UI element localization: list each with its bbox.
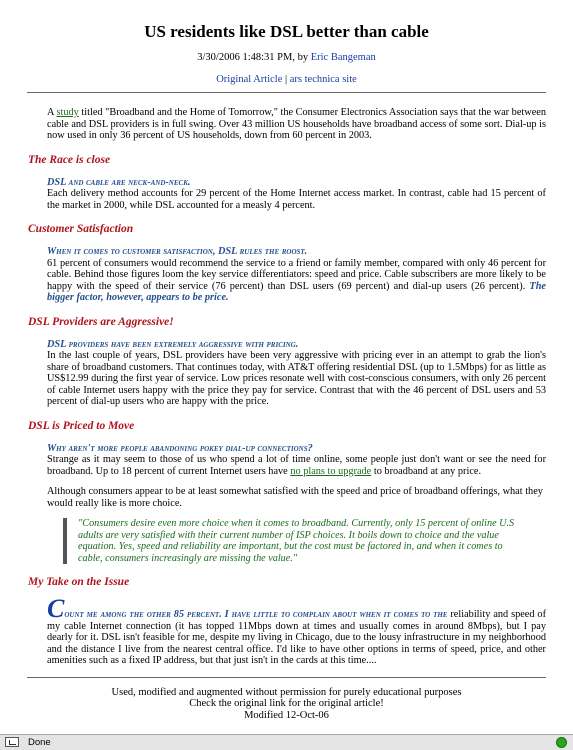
race-body: Each delivery method accounts for 29 percent of the Home Internet access market. In contrast, cable had 15 percent of the market in 2000, while DSL accounted for a measly 4 percent.: [47, 188, 546, 211]
satisfaction-tail: The bigger factor, however, appears to be price.: [47, 280, 546, 303]
page-footer: [0, 687, 573, 722]
section-satisfaction: [47, 246, 546, 304]
section-race: [47, 177, 546, 212]
section-take: [47, 594, 546, 667]
section-aggressive: [47, 339, 546, 408]
section-priced: [47, 443, 546, 478]
footer-line-3: Modified 12-Oct-06: [244, 709, 329, 721]
intro-text: titled "Broadband and the Home of Tomorrow," the Consumer Electronics Association says that the war between cable and DSL providers is in full swing. Over 43 million US households have broadband access of some sort. Dial-up is now used in only 36 percent of US households, down from 60 percent in 2003.: [47, 107, 546, 141]
footer-line-2: Check the original link for the original article!: [189, 698, 384, 709]
ars-technica-link[interactable]: ars technica site: [289, 74, 357, 85]
aggressive-body: In the last couple of years, DSL providers have been very aggressive with pricing ever in an attempt to grab the lion's share of broadband customers. That continues today, with AT&T offering residential DSL (up to 1.5Mbps) for as little as US$12.99 during the first year of service. Low prices resonate well with cost-conscious consumers, with only 26 percent of cable Internet users happy with the price they pay for service. Contrast that with the 46 percent of DSL users and 53 percent of dial-up users who are happy with the price.: [47, 350, 546, 407]
priced-paragraph-2: Although consumers appear to be at least somewhat satisfied with the speed and price of broadband offerings, what they would really like is more choice.: [47, 486, 543, 509]
priced-body-pre: Strange as it may seem to those of us who spend a lot of time online, some people just don't want or see the need for broadband. Up to 18 percent of current Internet users have: [47, 454, 546, 477]
secure-check-icon[interactable]: [556, 737, 567, 748]
section-heading-satisfaction: Customer Satisfaction: [28, 223, 134, 235]
author-link[interactable]: Eric Bangeman: [310, 52, 376, 63]
consumer-quote: "Consumers desire even more choice when it comes to broadband. Currently, only 15 percent of online U.S adults are very satisfied with their current number of ISP choices. It boils down to choice and the value equation. Yes, speed and reliability are important, but the cost must be factored in, and when it comes to cable, consumers increasingly are missing the value.": [63, 518, 526, 564]
race-lead: DSL and cable are neck-and-neck.: [47, 176, 191, 188]
no-plans-upgrade-link[interactable]: no plans to upgrade: [290, 465, 372, 477]
article-byline: [0, 51, 573, 64]
original-article-link[interactable]: Original Article: [216, 74, 283, 85]
section-heading-take: My Take on the Issue: [28, 576, 130, 588]
aggressive-lead: DSL providers have been extremely aggressive with pricing.: [47, 338, 299, 350]
section-heading-priced: DSL is Priced to Move: [28, 419, 135, 432]
browser-status-bar: [0, 734, 573, 750]
footer-divider: [27, 677, 546, 678]
link-separator: |: [282, 74, 290, 85]
priced-lead: Why aren't more people abandoning pokey dial-up connections?: [47, 442, 313, 454]
satisfaction-lead: When it comes to customer satisfaction, DSL rules the roost.: [47, 246, 308, 257]
article-date: 3/30/2006 1:48:31 PM, by: [197, 52, 311, 63]
take-lead: ount me among the other 85 percent. I have little to complain about when it comes to the: [64, 609, 448, 620]
study-link[interactable]: study: [56, 107, 79, 118]
priced-body-post: to broadband at any price.: [371, 465, 482, 477]
satisfaction-body: 61 percent of consumers would recommend the service to a friend or family member, compared with only 46 percent for cable. Behind those figures loom the key service differentiators: speed and price. Cable subscribers are more likely to be happy with the speed of their service (76 percent) than DSL users (69 percent) and dial-up users (26 percent).: [47, 257, 546, 292]
take-body: reliability and speed of my cable Internet connection (it has topped 11Mbps down at times and usually comes in around 8Mbps), but I pay dearly for it. DSL isn't feasible for me, despite my living in Chicago, due to the lousy infrastructure in my neighborhood and the distance I live from the nearest central office. I'd like to have other options in terms of speed, price, and other amenities such as a fixed IP address, but that just isn't in the cards at this time....: [47, 609, 546, 666]
status-text: Done: [28, 737, 51, 748]
intro-pre: A: [47, 107, 57, 118]
section-heading-aggressive: DSL Providers are Aggressive!: [28, 315, 174, 328]
header-divider: [27, 92, 546, 93]
footer-line-1: Used, modified and augmented without permission for purely educational purposes: [111, 686, 462, 698]
drop-cap: C: [47, 594, 65, 623]
intro-paragraph: [47, 107, 546, 142]
section-heading-race: The Race is close: [28, 153, 111, 166]
article-title: US residents like DSL better than cable: [144, 22, 429, 41]
article-source-links: [0, 73, 573, 86]
page-icon[interactable]: [5, 737, 19, 747]
